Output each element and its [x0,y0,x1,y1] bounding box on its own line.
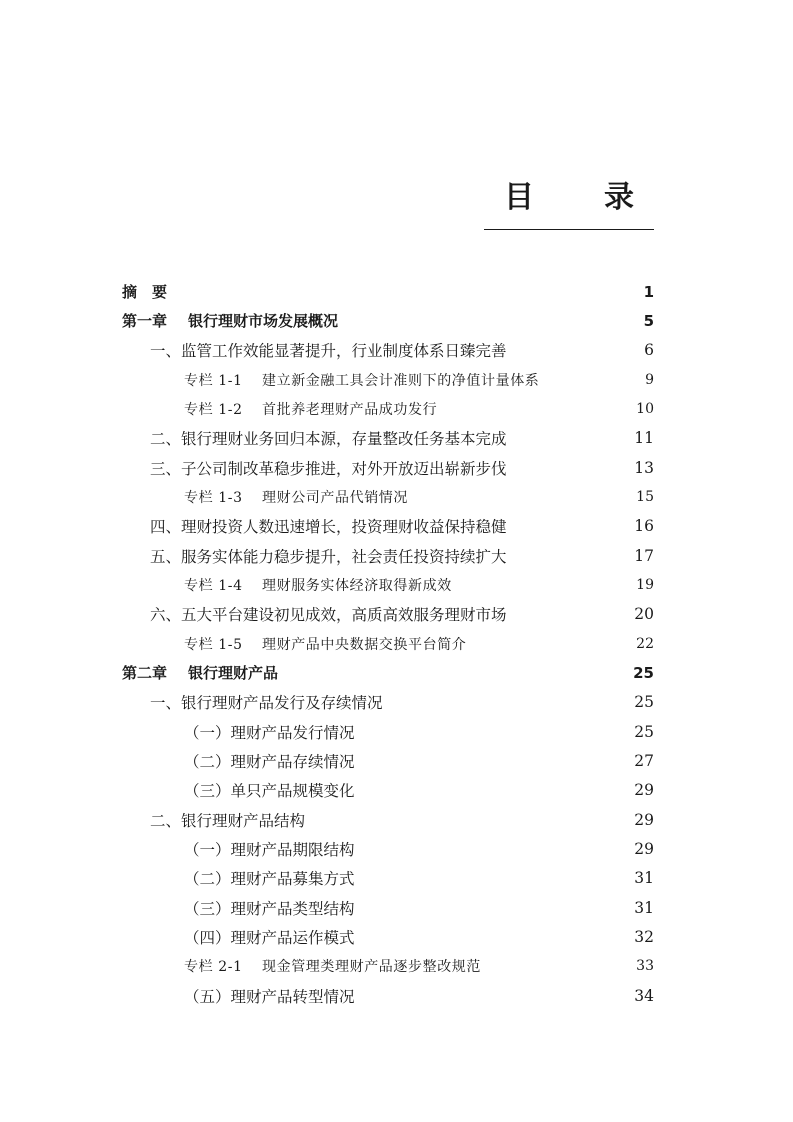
toc-entry-label [122,926,634,948]
toc-entry-label [122,779,634,801]
toc-entry-page-number: 9 [645,371,654,388]
toc-entry-page-number: 5 [643,311,654,330]
toc-entry-label [122,809,634,831]
toc-entry-title: 六、五大平台建设初见成效，高质高效服务理财市场 [150,606,507,625]
toc-entry-label [122,985,634,1007]
toc-entry-page-number: 6 [644,341,654,360]
toc-entry-page-number: 31 [634,898,654,917]
toc-entry-title: 四、理财投资人数迅速增长，投资理财收益保持稳健 [150,518,507,537]
toc-entry-title: （二）理财产品募集方式 [184,870,355,889]
toc-entry[interactable] [122,453,654,482]
toc-entry-page-number: 27 [634,751,654,770]
toc-entry-prefix: 专栏 1-5 [184,636,243,653]
toc-entry-prefix: 第二章 [122,664,168,683]
toc-entry[interactable] [122,952,654,981]
toc-entry-label [122,956,636,976]
toc-entry-title: （五）理财产品转型情况 [184,987,355,1006]
toc-entry-title: 一、监管工作效能显著提升，行业制度体系日臻完善 [150,342,507,361]
toc-entry[interactable] [122,893,654,922]
toc-entry-page-number: 15 [636,488,654,505]
toc-entry-label [122,370,645,390]
toc-entry[interactable] [122,717,654,746]
toc-entry-page-number: 1 [643,282,654,301]
toc-entry[interactable] [122,922,654,951]
toc-entry-prefix: 第一章 [122,312,168,331]
toc-entry-title: 理财公司产品代销情况 [262,489,408,506]
toc-entry[interactable] [122,629,654,658]
toc-entry-label [122,721,634,743]
toc-entry-label [122,515,634,537]
toc-entry-label [122,662,633,683]
toc-entry-prefix: 专栏 1-2 [184,401,243,418]
toc-entry-page-number: 11 [634,429,654,448]
toc-entry-page-number: 32 [634,927,654,946]
toc-entry[interactable] [122,688,654,717]
toc-entry-label [122,575,636,595]
toc-entry-label [122,691,634,713]
toc-entry-page-number: 10 [636,400,654,417]
toc-entry-label [122,399,636,419]
toc-entry-title: 首批养老理财产品成功发行 [262,401,438,418]
toc-entry-page-number: 29 [634,781,654,800]
toc-entry-title: 建立新金融工具会计准则下的净值计量体系 [262,372,540,389]
toc-entry-title: 五、服务实体能力稳步提升，社会责任投资持续扩大 [150,547,507,566]
toc-entry-title: 一、银行理财产品发行及存续情况 [150,694,383,713]
toc-entry[interactable] [122,306,654,335]
toc-entry-page-number: 34 [634,986,654,1005]
toc-entry[interactable] [122,746,654,775]
toc-entry-page-number: 31 [634,869,654,888]
page-title: 目 录 [504,180,654,215]
toc-entry-title: 银行理财市场发展概况 [188,312,339,331]
toc-entry-title: （二）理财产品存续情况 [184,752,355,771]
toc-entry-label [122,457,634,479]
toc-entry-page-number: 17 [634,546,654,565]
toc-entry-title: （三）理财产品类型结构 [184,899,355,918]
toc-entry[interactable] [122,981,654,1010]
toc-entry[interactable] [122,805,654,834]
toc-entry-label [122,545,634,567]
toc-entry[interactable] [122,658,654,687]
toc-entry-prefix: 专栏 1-3 [184,489,243,506]
toc-entry-title: （一）理财产品期限结构 [184,840,355,859]
toc-entry[interactable] [122,776,654,805]
toc-entry-page-number: 25 [633,663,654,682]
toc-entry-prefix: 专栏 1-1 [184,372,243,389]
toc-entry-page-number: 29 [634,810,654,829]
toc-entry-title: 银行理财产品 [188,664,279,683]
toc-entry-page-number: 20 [634,605,654,624]
toc-entry-label [122,281,644,302]
toc-entry[interactable] [122,570,654,599]
toc-entry-page-number: 29 [634,839,654,858]
toc-entry-label [122,750,634,772]
toc-entry-prefix: 摘 要 [122,283,168,302]
toc-entry-title: 二、银行理财业务回归本源，存量整改任务基本完成 [150,430,507,449]
toc-entry[interactable] [122,394,654,423]
toc-entry-label [122,427,634,449]
toc-entry[interactable] [122,277,654,306]
toc-entry-title: 三、子公司制改革稳步推进，对外开放迈出崭新步伐 [150,459,507,478]
toc-entry-page-number: 33 [636,958,654,975]
table-of-contents [122,277,654,1010]
toc-entry-label [122,310,644,331]
toc-entry-page-number: 19 [636,576,654,593]
toc-entry[interactable] [122,541,654,570]
toc-entry-label [122,838,634,860]
toc-entry-title: 现金管理类理财产品逐步整改规范 [262,959,481,976]
toc-entry[interactable] [122,336,654,365]
toc-entry-title: （三）单只产品规模变化 [184,782,355,801]
toc-entry[interactable] [122,365,654,394]
toc-entry-title: （一）理财产品发行情况 [184,723,355,742]
toc-entry-prefix: 专栏 2-1 [184,959,243,976]
toc-entry[interactable] [122,834,654,863]
toc-entry-prefix: 专栏 1-4 [184,577,243,594]
toc-entry-label [122,867,634,889]
toc-entry-title: （四）理财产品运作模式 [184,928,355,947]
toc-entry-page-number: 25 [634,693,654,712]
toc-entry-label [122,634,636,654]
toc-entry-label [122,897,634,919]
toc-entry[interactable] [122,424,654,453]
toc-entry[interactable] [122,512,654,541]
toc-entry-page-number: 22 [636,635,654,652]
toc-entry-label [122,487,636,507]
toc-entry-label [122,339,644,361]
toc-entry[interactable] [122,600,654,629]
toc-entry-title: 二、银行理财产品结构 [150,811,306,830]
toc-entry-page-number: 25 [634,722,654,741]
toc-entry-label [122,603,634,625]
toc-entry-title: 理财服务实体经济取得新成效 [262,577,452,594]
title-underline [484,229,654,230]
toc-entry-page-number: 16 [634,517,654,536]
toc-entry-page-number: 13 [634,458,654,477]
toc-entry[interactable] [122,482,654,511]
toc-entry[interactable] [122,864,654,893]
toc-entry-title: 理财产品中央数据交换平台简介 [262,636,467,653]
